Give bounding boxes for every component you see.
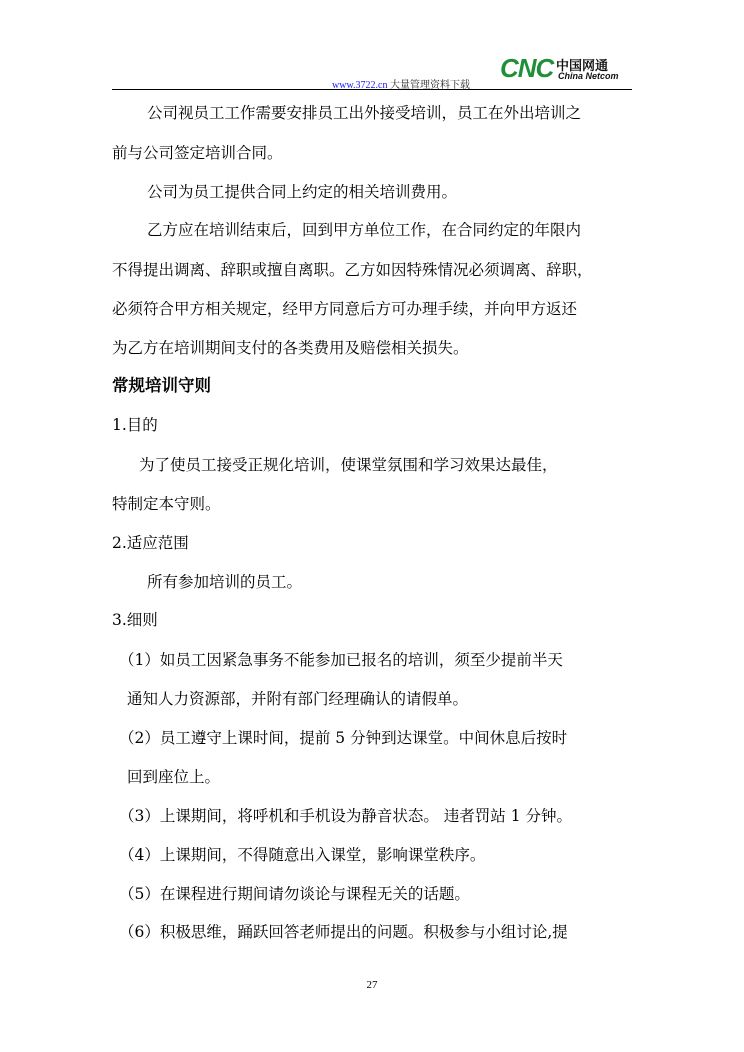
rule-item-line: （1）如员工因紧急事务不能参加已报名的培训，须至少提前半天 xyxy=(119,651,563,669)
paragraph-line: 公司视员工工作需要安排员工出外接受培训，员工在外出培训之 xyxy=(147,104,582,122)
cnc-logo xyxy=(500,54,630,86)
rule-item-line: 回到座位上。 xyxy=(127,768,221,786)
paragraph-line: 特制定本守则。 xyxy=(112,495,221,513)
rule-item-line: （3）上课期间，将呼机和手机设为静音状态。 违者罚站 1 分钟。 xyxy=(119,807,573,825)
rule-item-line: 通知人力资源部，并附有部门经理确认的请假单。 xyxy=(127,690,469,708)
section-title: 常规培训守则 xyxy=(112,376,211,395)
logo-brand: CNC xyxy=(500,53,554,83)
header-tagline: 大量管理资料下载 xyxy=(387,80,470,91)
page-number: 27 xyxy=(366,979,378,991)
paragraph-line: 必须符合甲方相关规定，经甲方同意后方可办理手续，并向甲方返还 xyxy=(112,300,578,318)
header-url-link[interactable]: www.3722.cn xyxy=(332,80,388,91)
logo-english-name: China Netcom xyxy=(558,71,619,81)
page-header xyxy=(112,48,632,94)
paragraph-line: 前与公司签定培训合同。 xyxy=(112,144,283,162)
subsection-title: 1.目的 xyxy=(112,416,158,434)
subsection-title: 3.细则 xyxy=(112,611,158,629)
paragraph-line: 不得提出调离、辞职或擅自离职。乙方如因特殊情况必须调离、辞职， xyxy=(112,261,593,279)
header-divider xyxy=(112,89,632,90)
paragraph-line: 公司为员工提供合同上约定的相关培训费用。 xyxy=(147,183,458,201)
logo-chinese-name: 中国网通 xyxy=(556,59,609,74)
rule-item-line: （5）在课程进行期间请勿谈论与课程无关的话题。 xyxy=(119,885,470,903)
rule-item-line: （6）积极思维，踊跃回答老师提出的问题。积极参与小组讨论,提 xyxy=(119,923,568,941)
paragraph-line: 为乙方在培训期间支付的各类费用及赔偿相关损失。 xyxy=(112,339,469,357)
subsection-title: 2.适应范围 xyxy=(112,534,189,552)
rule-item-line: （4）上课期间，不得随意出入课堂，影响课堂秩序。 xyxy=(119,846,486,864)
paragraph-line: 为了使员工接受正规化培训，使课堂氛围和学习效果达最佳， xyxy=(139,456,558,474)
paragraph-line: 乙方应在培训结束后，回到甲方单位工作，在合同约定的年限内 xyxy=(147,221,582,239)
paragraph-line: 所有参加培训的员工。 xyxy=(147,573,303,591)
rule-item-line: （2）员工遵守上课时间，提前 5 分钟到达课堂。中间休息后按时 xyxy=(119,729,568,747)
